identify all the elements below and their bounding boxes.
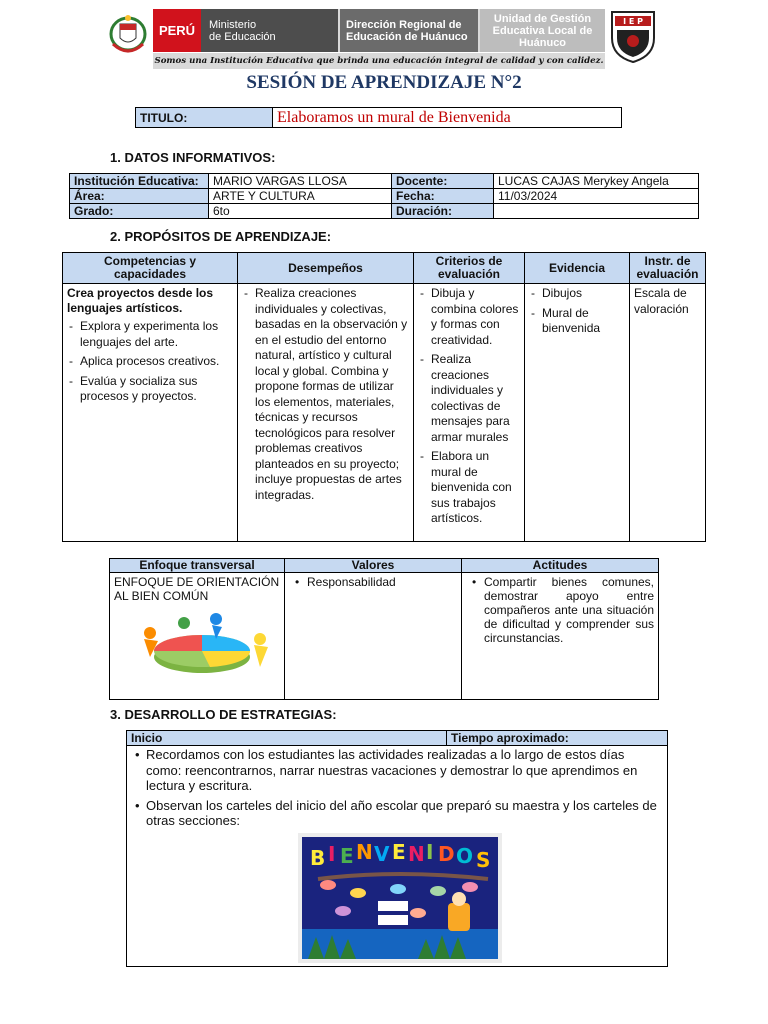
docente-value: LUCAS CAJAS Merykey Angela <box>494 174 699 189</box>
desarrollo-table <box>126 730 668 967</box>
ministerio-label: Ministerio de Educación <box>201 9 338 52</box>
area-label: Área: <box>70 189 209 204</box>
inicio-label: Inicio <box>127 731 447 746</box>
mural-letter: E <box>340 843 354 868</box>
section-propositos-heading: 2. PROPÓSITOS DE APRENDIZAJE: <box>110 229 332 244</box>
list-item: • Observan los carteles del inicio del año escolar que preparó su maestra y los carteles de otras secciones: <box>131 798 663 829</box>
fecha-value: 11/03/2024 <box>494 189 699 204</box>
section-desarrollo-heading: 3. DESARROLLO DE ESTRATEGIAS: <box>110 707 337 722</box>
mural-letter: B <box>310 845 326 870</box>
duracion-label: Duración: <box>392 204 494 219</box>
header-enfoque: Enfoque transversal <box>110 559 285 573</box>
school-shield-logo <box>608 8 658 64</box>
evidencia-cell <box>525 284 630 542</box>
list-item: • Recordamos con los estudiantes las actividades realizadas a lo largo de estos días como: reencontrarnos, narrar nuestras vacaciones y demostrar lo que aprendimos en lectura y escritura. <box>131 747 663 794</box>
enfoque-text: ENFOQUE DE ORIENTACIÓN AL BIEN COMÚN <box>114 575 280 603</box>
fecha-label: Fecha: <box>392 189 494 204</box>
mural-letter: V <box>374 841 390 866</box>
peru-label: PERÚ <box>153 9 201 52</box>
mural-letter: E <box>392 839 406 864</box>
valores-cell <box>285 573 462 700</box>
actitudes-cell <box>462 573 659 700</box>
competencias-cell <box>63 284 238 542</box>
grado-label: Grado: <box>70 204 209 219</box>
header-competencias: Competencias y capacidades <box>63 253 238 284</box>
mural-letter: N <box>356 839 373 864</box>
header-instrumento: Instr. de evaluación <box>630 253 706 284</box>
list-item: - Dibuja y combina colores y formas con creatividad. <box>418 286 520 348</box>
motto-text: Somos una Institución Educativa que brinda una educación integral de calidad y con calidez. <box>153 53 605 69</box>
criterios-cell <box>414 284 525 542</box>
area-value: ARTE Y CULTURA <box>209 189 392 204</box>
desempenos-cell <box>238 284 414 542</box>
list-item: • Compartir bienes comunes, demostrar apoyo entre compañeros ante una situación de dificultad y comprender sus circunstancias. <box>466 575 654 645</box>
list-item: - Realiza creaciones individuales y colectivas de mensajes para armar murales <box>418 352 520 445</box>
mural-letter: S <box>476 847 491 872</box>
desarrollo-content <box>127 746 668 967</box>
grado-value: 6to <box>209 204 392 219</box>
header-evidencia: Evidencia <box>525 253 630 284</box>
mural-letter: I <box>328 841 336 866</box>
competencia-title: Crea proyectos desde los lenguajes artísticos. <box>67 286 214 315</box>
mural-letter: O <box>456 843 474 868</box>
peru-coat-of-arms-logo <box>108 12 148 62</box>
list-item: - Realiza creaciones individuales y colectivas, basadas en la observación y en el estudio del entorno natural, artístico y cultural local y global. Combina y propone formas de utilizar los elementos, materiales, técnicas y recursos tecnológicos para resolver problemas creativos planteados en su proyecto; incluye propuestas de artes integradas. <box>242 286 409 503</box>
mural-letter: N <box>408 841 425 866</box>
bienvenidos-mural-photo <box>298 833 663 967</box>
header-criterios: Criterios de evaluación <box>414 253 525 284</box>
propositos-table <box>62 252 706 542</box>
header-actitudes: Actitudes <box>462 559 659 573</box>
mural-letter: I <box>426 839 434 864</box>
section-datos-heading: 1. DATOS INFORMATIVOS: <box>110 150 276 165</box>
list-item: - Aplica procesos creativos. <box>67 354 233 370</box>
list-item: - Explora y experimenta los lenguajes del arte. <box>67 319 233 350</box>
dre-label: Dirección Regional de Educación de Huánuco <box>340 9 478 52</box>
duracion-value <box>494 204 699 219</box>
enfoque-cell <box>110 573 285 700</box>
mural-letter: D <box>438 841 455 866</box>
header-valores: Valores <box>285 559 462 573</box>
list-item: • Responsabilidad <box>289 575 457 589</box>
list-item: - Mural de bienvenida <box>529 306 625 337</box>
datos-table <box>69 173 699 219</box>
titulo-table <box>135 107 622 128</box>
svg-text:I E P: I E P <box>623 17 643 26</box>
ie-value: MARIO VARGAS LLOSA <box>209 174 392 189</box>
instrumento-cell: Escala de valoración <box>630 284 706 542</box>
list-item: - Evalúa y socializa sus procesos y proyectos. <box>67 374 233 405</box>
docente-label: Docente: <box>392 174 494 189</box>
ugel-label: Unidad de Gestión Educativa Local de Huánuco <box>480 9 605 52</box>
header-desempenos: Desempeños <box>238 253 414 284</box>
list-item: - Elabora un mural de bienvenida con sus trabajos artísticos. <box>418 449 520 527</box>
page-title: SESIÓN DE APRENDIZAJE N°2 <box>246 72 522 93</box>
tiempo-label: Tiempo aproximado: <box>447 731 668 746</box>
titulo-label: TITULO: <box>136 108 273 128</box>
titulo-value: Elaboramos un mural de Bienvenida <box>273 108 622 128</box>
list-item: - Dibujos <box>529 286 625 302</box>
enfoque-table <box>109 558 659 700</box>
ie-label: Institución Educativa: <box>70 174 209 189</box>
teamwork-puzzle-illustration <box>132 609 280 692</box>
